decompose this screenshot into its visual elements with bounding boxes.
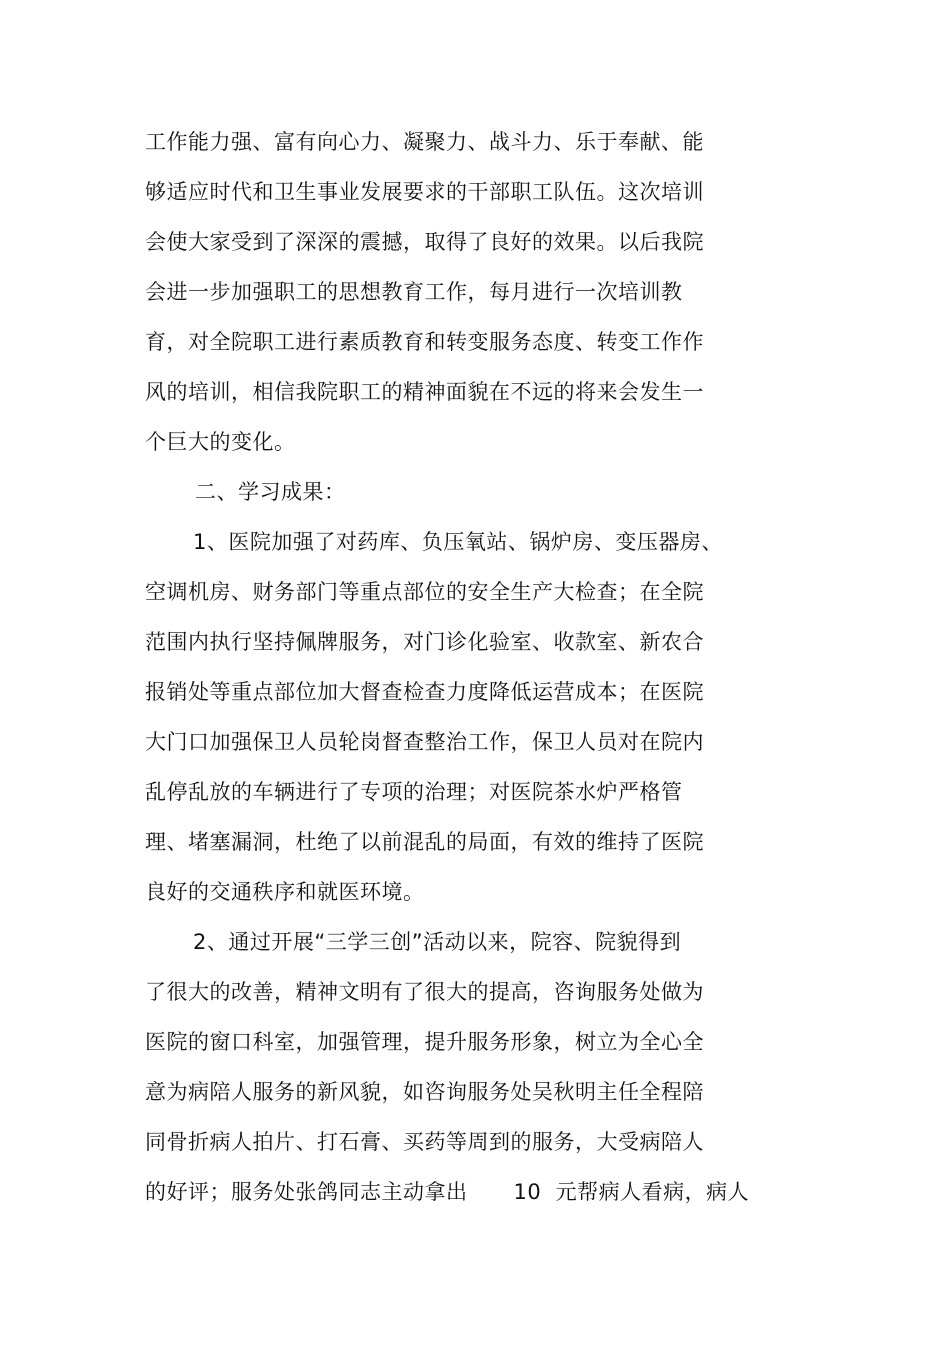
paragraph-line: 工作能力强、富有向心力、凝聚力、战斗力、乐于奉献、能 xyxy=(145,130,704,154)
paragraph-line: 风的培训，相信我院职工的精神面貌在不远的将来会发生一 xyxy=(145,380,704,404)
paragraph-line: 大门口加强保卫人员轮岗督查整治工作，保卫人员对在院内 xyxy=(145,730,704,754)
paragraph-line: 育，对全院职工进行素质教育和转变服务态度、转变工作作 xyxy=(145,330,704,354)
paragraph-line: 会进一步加强职工的思想教育工作，每月进行一次培训教 xyxy=(145,280,683,304)
paragraph-line: 个巨大的变化。 xyxy=(145,430,296,454)
paragraph-line: 意为病陪人服务的新风貌，如咨询服务处吴秋明主任全程陪 xyxy=(145,1080,704,1104)
paragraph-line: 够适应时代和卫生事业发展要求的干部职工队伍。这次培训 xyxy=(145,180,704,204)
paragraph-line: 空调机房、财务部门等重点部位的安全生产大检查；在全院 xyxy=(145,580,704,604)
paragraph-line: 乱停乱放的车辆进行了专项的治理；对医院茶水炉严格管 xyxy=(145,780,683,804)
paragraph-line: 范围内执行坚持佩牌服务，对门诊化验室、收款室、新农合 xyxy=(145,630,704,654)
paragraph-line: 2、通过开展“三学三创”活动以来，院容、院貌得到 xyxy=(193,930,682,954)
paragraph-line: 理、堵塞漏洞，杜绝了以前混乱的局面，有效的维持了医院 xyxy=(145,830,704,854)
paragraph-line-last xyxy=(145,1178,749,1206)
last-line-end: 元帮病人看病，病人 xyxy=(555,1180,750,1204)
paragraph-line: 医院的窗口科室，加强管理，提升服务形象，树立为全心全 xyxy=(145,1030,704,1054)
paragraph-line: 良好的交通秩序和就医环境。 xyxy=(145,880,425,904)
paragraph-line: 同骨折病人拍片、打石膏、买药等周到的服务，大受病陪人 xyxy=(145,1130,704,1154)
last-line-number: 10 xyxy=(513,1180,542,1204)
paragraph-line: 会使大家受到了深深的震撼，取得了良好的效果。以后我院 xyxy=(145,230,704,254)
paragraph-line: 了很大的改善，精神文明有了很大的提高，咨询服务处做为 xyxy=(145,980,704,1004)
paragraph-line: 1、医院加强了对药库、负压氧站、锅炉房、变压器房、 xyxy=(193,530,723,554)
section-heading: 二、学习成果： xyxy=(195,480,346,504)
last-line-start: 的好评；服务处张鸽同志主动拿出 xyxy=(145,1180,468,1204)
paragraph-line: 报销处等重点部位加大督查检查力度降低运营成本；在医院 xyxy=(145,680,704,704)
